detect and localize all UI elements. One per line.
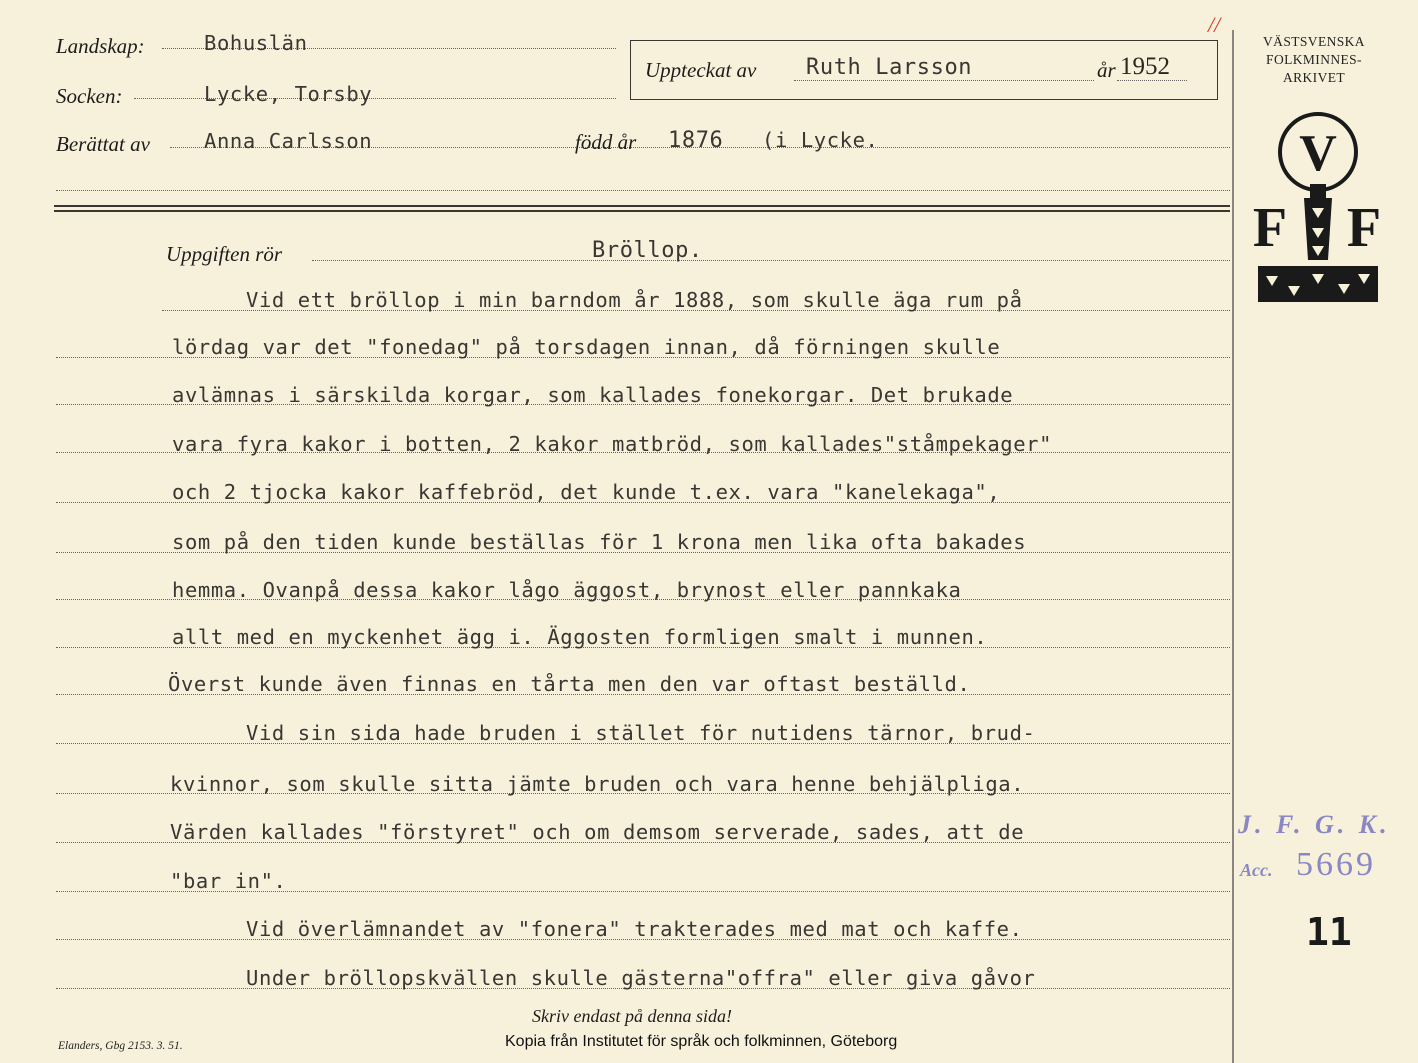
uppteck-value: Ruth Larsson <box>806 55 973 80</box>
margin-divider <box>1232 30 1234 1063</box>
body-line: Värden kallades "förstyret" och om demsom serverade, sades, att de <box>170 820 1025 844</box>
body-line: allt med en myckenhet ägg i. Äggosten formligen smalt i munnen. <box>172 625 988 649</box>
body-line: vara fyra kakor i botten, 2 kakor matbröd, som kallades"ståmpekager" <box>172 432 1053 456</box>
body-line: hemma. Ovanpå dessa kakor lågo äggost, brynost eller pannkaka <box>172 578 962 602</box>
topic-value: Bröllop. <box>592 238 703 263</box>
fodd-place: (i Lycke. <box>762 128 879 152</box>
body-line: Vid ett bröllop i min barndom år 1888, som skulle äga rum på <box>246 288 1023 312</box>
stamp-acc-label: Acc. <box>1240 860 1273 880</box>
archive-line-2: FOLKMINNES- <box>1266 52 1362 67</box>
topic-label: Uppgiften rör <box>166 242 283 266</box>
body-line: Vid överlämnandet av "fonera" trakterades med mat och kaffe. <box>246 917 1023 941</box>
socken-value: Lycke, Torsby <box>204 82 373 106</box>
copy-note: Kopia från Institutet för språk och folkminnen, Göteborg <box>505 1033 898 1050</box>
archive-heading <box>1244 33 1384 87</box>
page-number: 11 <box>1306 910 1352 954</box>
body-line: Vid sin sida hade bruden i stället för nutidens tärnor, brud- <box>246 721 1036 745</box>
vff-logo-icon <box>1252 108 1384 308</box>
body-line: Under bröllopskvällen skulle gästerna"offra" eller giva gåvor <box>246 966 1036 990</box>
footer-instruction: Skriv endast på denna sida! <box>532 1006 732 1026</box>
socken-label: Socken: <box>56 84 123 108</box>
body-line: "bar in". <box>170 869 287 893</box>
berattat-label: Berättat av <box>56 132 150 156</box>
printer-note: Elanders, Gbg 2153. 3. 51. <box>58 1040 183 1052</box>
archive-line-3: ARKIVET <box>1282 70 1346 85</box>
ar-label: år <box>1097 58 1116 82</box>
body-line: kvinnor, som skulle sitta jämte bruden och vara henne behjälpliga. <box>170 772 1025 796</box>
ar-value: 1952 <box>1120 53 1170 80</box>
logo-letter-f-right: F <box>1346 197 1382 259</box>
berattat-value: Anna Carlsson <box>204 129 373 153</box>
red-mark: // <box>1208 12 1221 37</box>
fodd-value: 1876 <box>668 128 724 153</box>
stamp-institution: J. F. G. K. <box>1238 810 1391 839</box>
stamp-acc-number: 5669 <box>1296 846 1376 883</box>
landskap-label: Landskap: <box>56 34 145 58</box>
body-line: avlämnas i särskilda korgar, som kallades fonekorgar. Det brukade <box>172 383 1014 407</box>
body-line: Överst kunde även finnas en tårta men den var oftast beställd. <box>168 672 971 696</box>
archive-line-1: VÄSTSVENSKA <box>1263 34 1365 49</box>
body-line: och 2 tjocka kakor kaffebröd, det kunde t.ex. vara "kanelekaga", <box>172 480 1001 504</box>
logo-letter-f-left: F <box>1252 197 1288 259</box>
body-line: som på den tiden kunde beställas för 1 krona men lika ofta bakades <box>172 530 1027 554</box>
landskap-value: Bohuslän <box>204 31 308 55</box>
fodd-label: född år <box>575 130 637 154</box>
uppteck-label: Uppteckat av <box>645 58 757 82</box>
logo-letter-v: V <box>1299 125 1337 182</box>
body-line: lördag var det "fonedag" på torsdagen innan, då förningen skulle <box>172 335 1001 359</box>
